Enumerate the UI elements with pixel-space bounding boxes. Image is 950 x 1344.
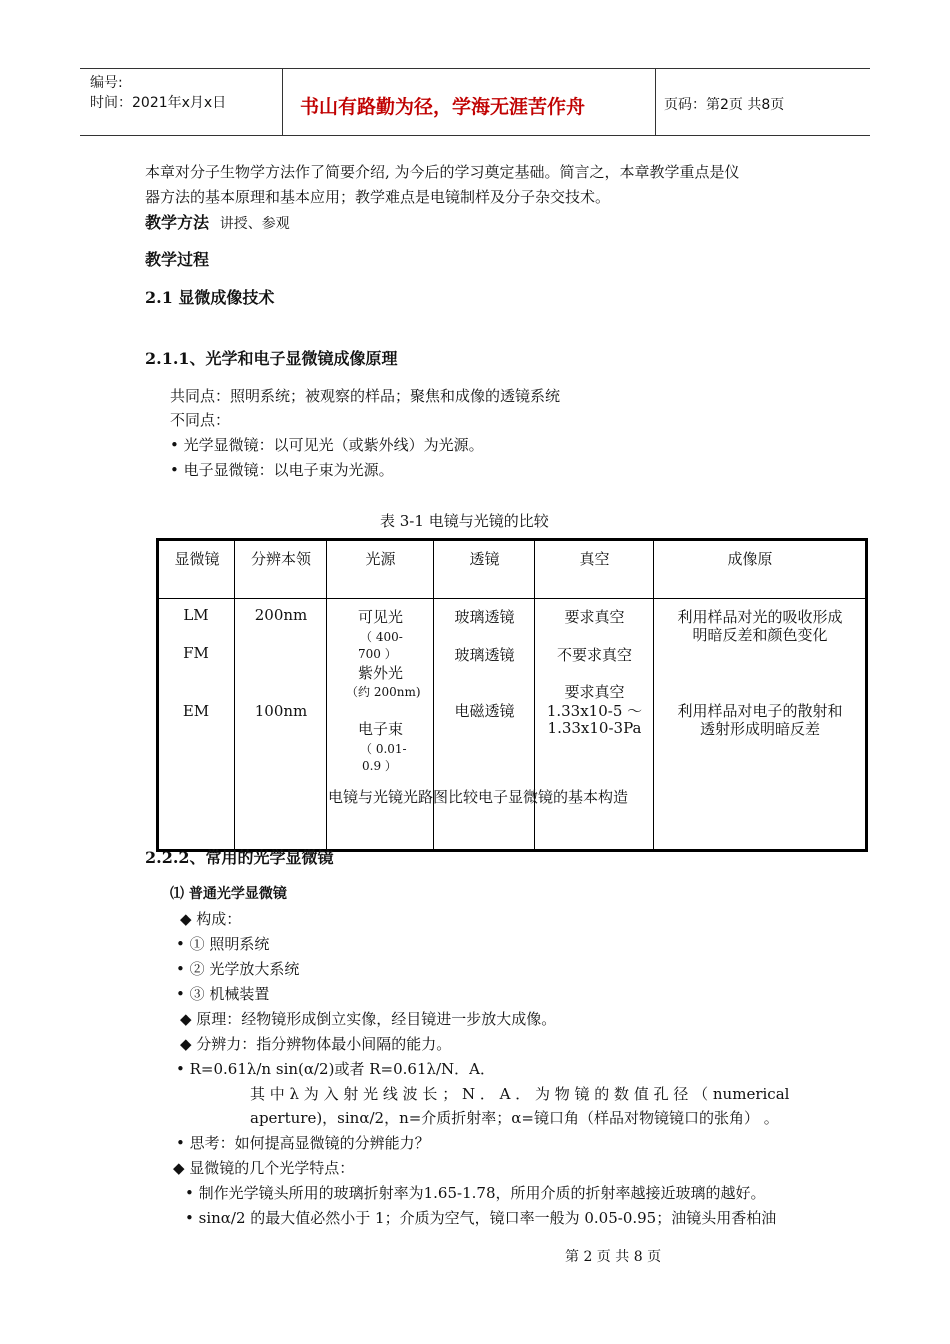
cell-source-range-a: （ 400- [360,630,403,644]
item-compose-2: • ② 光学放大系统 [176,960,300,978]
bullet-electron-microscope: • 电子显微镜：以电子束为光源。 [170,461,394,479]
cell-source-electron-b: 0.9 ） [362,759,397,773]
item-compose-3: • ③ 机械装置 [176,985,270,1003]
page-footer: 第 2 页 共 8 页 [565,1249,662,1265]
section-2-1-1-title: 2.1.1、光学和电子显微镜成像原理 [145,349,398,368]
item-formula: • R=0.61λ/n sin(α/2)或者 R=0.61λ/N．A． [176,1060,495,1078]
item-principle: ◆ 原理：经物镜形成倒立实像，经目镜进一步放大成像。 [180,1010,557,1028]
table-header-lens: 透镜 [469,550,500,568]
bullet-light-microscope: • 光学显微镜：以可见光（或紫外线）为光源。 [170,436,484,454]
subsection-ordinary-microscope [170,883,287,903]
differences-label: 不同点： [170,411,231,429]
cell-source-uv-wavelength: （约 200nm) [346,685,421,699]
table-header-resolution: 分辨本领 [250,550,311,568]
cell-vacuum-em: 要求真空 [564,683,625,701]
item-compose-1: • ① 照明系统 [176,935,270,953]
table-col-divider-2 [326,538,327,852]
subsection-ordinary-microscope-label: ⑴ 普通光学显微镜 [170,886,287,902]
table-col-divider-1 [234,538,235,852]
cell-vacuum-lm: 要求真空 [564,608,625,626]
cell-vacuum-em-range-b: 1.33x10-3Pa [547,719,642,737]
intro-line-2: 器方法的基本原理和基本应用；教学难点是电镜制样及分子杂交技术。 [145,188,611,206]
header-motto: 书山有路勤为径，学海无涯苦作舟 [300,96,586,118]
table-caption: 表 3-1 电镜与光镜的比较 [380,512,549,530]
table-header-microscope: 显微镜 [174,550,220,568]
cell-lm: LM [183,606,209,624]
cell-source-uv: 紫外光 [358,664,404,682]
item-feature-2: • sinα/2 的最大值必然小于 1；介质为空气，镜口率一般为 0.05-0.95；油镜头用香柏油 [185,1209,777,1227]
table-overlay-text: 电镜与光镜光路图比较电子显微镜的基本构造 [328,788,629,806]
table-header-imaging: 成像原 [727,550,773,568]
cell-imaging-lm-a: 利用样品对光的吸收形成 [677,608,843,626]
cell-fm: FM [183,644,209,662]
item-compose: ◆ 构成： [180,910,242,928]
header-divider-2 [655,68,656,135]
cell-imaging-em-b: 透射形成明暗反差 [699,720,820,738]
item-think: • 思考：如何提高显微镜的分辨能力？ [176,1134,430,1152]
cell-imaging-lm-b: 明暗反差和颜色变化 [692,626,828,644]
cell-source-range-b: 700 ） [358,647,397,661]
teaching-method [145,210,290,233]
cell-vacuum-em-range-a: 1.33x10-5 ～ [546,702,643,720]
item-feature-1: • 制作光学镜头所用的玻璃折射率为1.65-1.78，所用介质的折射率越接近玻璃的越好。 [185,1184,766,1202]
item-formula-explain-2: aperture)，sinα/2，n=介质折射率；α=镜口角（样品对物镜镜口的张角） 。 [250,1109,779,1127]
cell-lens-fm: 玻璃透镜 [454,646,515,664]
cell-em: EM [182,702,210,720]
header-number-label: 编号: [90,75,123,91]
teaching-method-label: 教学方法 [145,213,210,232]
cell-vacuum-fm: 不要求真空 [556,646,632,664]
header-page-code: 页码：第2页 共8页 [664,97,785,113]
section-2-2-2-title: 2.2.2、常用的光学显微镜 [145,848,334,867]
process-title: 教学过程 [145,250,210,269]
cell-imaging-em-a: 利用样品对电子的散射和 [677,702,843,720]
teaching-method-value: 讲授、参观 [219,216,290,232]
intro-line-1: 本章对分子生物学方法作了简要介绍, 为今后的学习奠定基础。简言之，本章教学重点是仪 [145,163,740,181]
cell-source-visible: 可见光 [358,608,404,626]
header-bottom-rule [80,135,870,136]
item-resolution: ◆ 分辨力：指分辨物体最小间隔的能力。 [180,1035,452,1053]
header-time: 时间：2021年x月x日 [90,95,227,111]
header-top-rule [80,68,870,69]
cell-lm-resolution: 200nm [254,606,308,624]
item-features: ◆ 显微镜的几个光学特点： [173,1159,355,1177]
section-2-1-title: 2.1 显微成像技术 [145,288,275,307]
cell-lens-em: 电磁透镜 [454,702,515,720]
item-formula-explain-1: 其 中 λ 为 入 射 光 线 波 长 ； N ． A ． 为 物 镜 的 数 值 孔 径 （ numerical [250,1085,790,1103]
cell-em-resolution: 100nm [254,702,308,720]
table-header-rule [156,598,868,599]
cell-source-electron: 电子束 [358,720,404,738]
similarities-text: 共同点：照明系统；被观察的样品；聚焦和成像的透镜系统 [170,387,561,405]
table-header-source: 光源 [365,550,396,568]
cell-source-electron-a: （ 0.01- [360,742,407,756]
table-col-divider-5 [653,538,654,852]
table-header-vacuum: 真空 [579,550,610,568]
header-divider-1 [282,68,283,135]
cell-lens-lm: 玻璃透镜 [454,608,515,626]
